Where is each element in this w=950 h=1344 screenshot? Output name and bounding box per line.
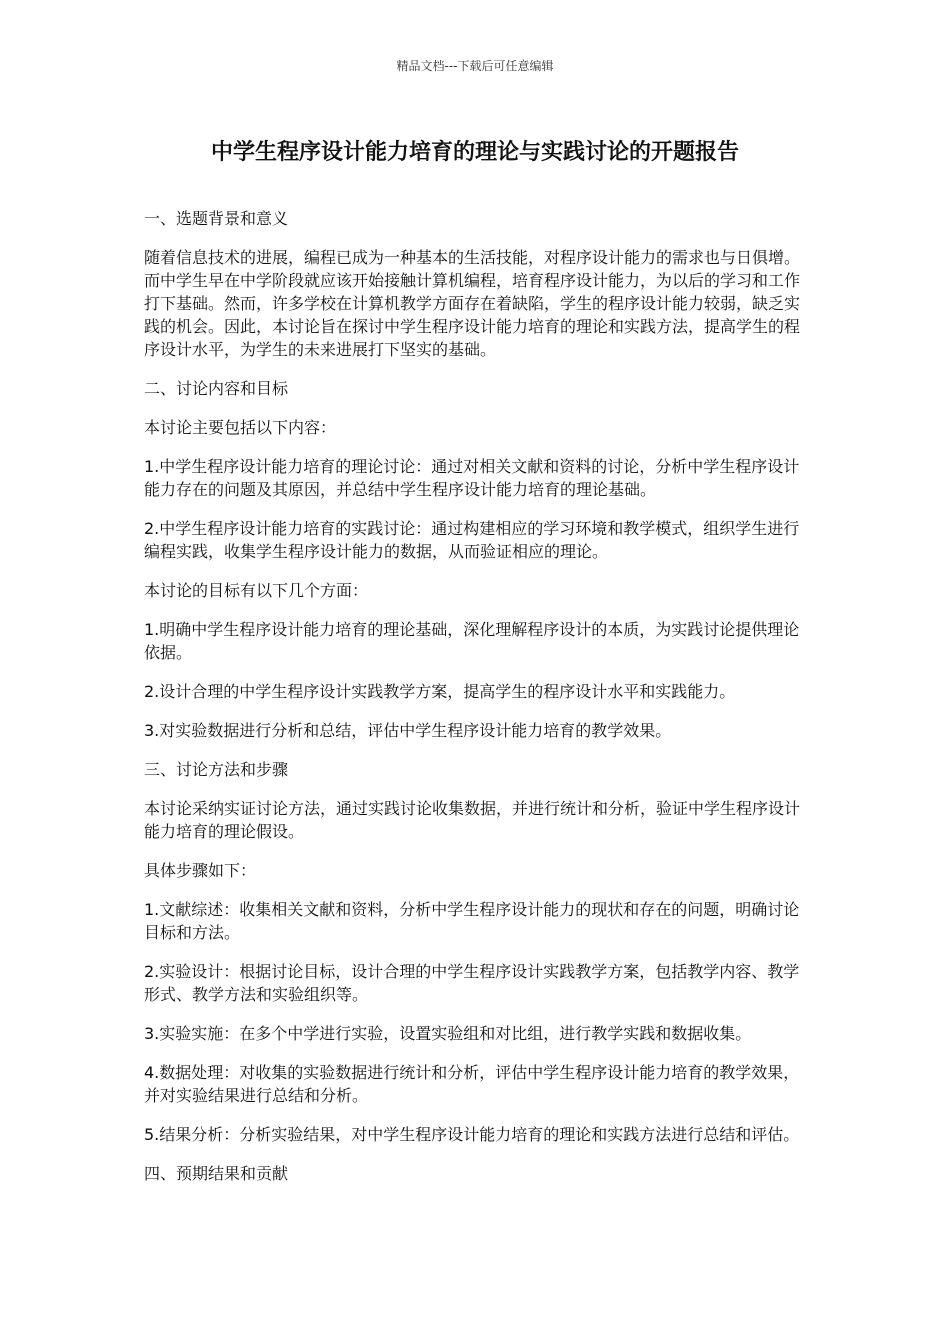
list-item-content-1: 1.中学生程序设计能力培育的理论讨论：通过对相关文献和资料的讨论，分析中学生程序设计能力存在的问题及其原因，并总结中学生程序设计能力培育的理论基础。 (144, 457, 800, 499)
paragraph-background: 随着信息技术的进展，编程已成为一种基本的生活技能，对程序设计能力的需求也与日俱增。而中学生早在中学阶段就应该开始接触计算机编程，培育程序设计能力，为以后的学习和工作打下基础。然而，许多学校在计算机教学方面存在着缺陷，学生的程序设计能力较弱，缺乏实践的机会。因此，本讨论旨在探讨中学生程序设计能力培育的理论和实践方法，提高学生的程序设计水平，为学生的未来进展打下坚实的基础。 (144, 248, 801, 359)
list-item-step-2: 2.实验设计：根据讨论目标，设计合理的中学生程序设计实践教学方案，包括教学内容、教学形式、教学方法和实验组织等。 (144, 962, 800, 1004)
paragraph-content-intro: 本讨论主要包括以下内容： (144, 418, 337, 437)
section-heading-3: 三、讨论方法和步骤 (144, 760, 289, 779)
list-item-goal-1: 1.明确中学生程序设计能力培育的理论基础，深化理解程序设计的本质，为实践讨论提供理论依据。 (144, 620, 800, 662)
paragraph-method: 本讨论采纳实证讨论方法，通过实践讨论收集数据，并进行统计和分析，验证中学生程序设计能力培育的理论假设。 (144, 799, 801, 841)
list-item-step-1: 1.文献综述：收集相关文献和资料，分析中学生程序设计能力的现状和存在的问题，明确讨论目标和方法。 (144, 900, 800, 942)
paragraph-steps-intro: 具体步骤如下： (144, 861, 257, 880)
paragraph-goals-intro: 本讨论的目标有以下几个方面： (144, 581, 369, 600)
list-item-content-2: 2.中学生程序设计能力培育的实践讨论：通过构建相应的学习环境和教学模式，组织学生进行编程实践，收集学生程序设计能力的数据，从而验证相应的理论。 (144, 519, 800, 561)
section-heading-4: 四、预期结果和贡献 (144, 1164, 289, 1183)
header-note: 精品文档---下载后可任意编辑 (396, 59, 554, 73)
list-item-step-5: 5.结果分析：分析实验结果，对中学生程序设计能力培育的理论和实践方法进行总结和评估。 (144, 1125, 800, 1144)
section-heading-2: 二、讨论内容和目标 (144, 379, 289, 398)
section-heading-1: 一、选题背景和意义 (144, 209, 289, 228)
document-title: 中学生程序设计能力培育的理论与实践讨论的开题报告 (210, 140, 739, 165)
document-body (144, 207, 808, 1201)
list-item-step-3: 3.实验实施：在多个中学进行实验，设置实验组和对比组，进行教学实践和数据收集。 (144, 1024, 752, 1043)
list-item-goal-2: 2.设计合理的中学生程序设计实践教学方案，提高学生的程序设计水平和实践能力。 (144, 682, 736, 701)
list-item-goal-3: 3.对实验数据进行分析和总结，评估中学生程序设计能力培育的教学效果。 (144, 721, 672, 740)
list-item-step-4: 4.数据处理：对收集的实验数据进行统计和分析，评估中学生程序设计能力培育的教学效果，并对实验结果进行总结和分析。 (144, 1063, 800, 1105)
